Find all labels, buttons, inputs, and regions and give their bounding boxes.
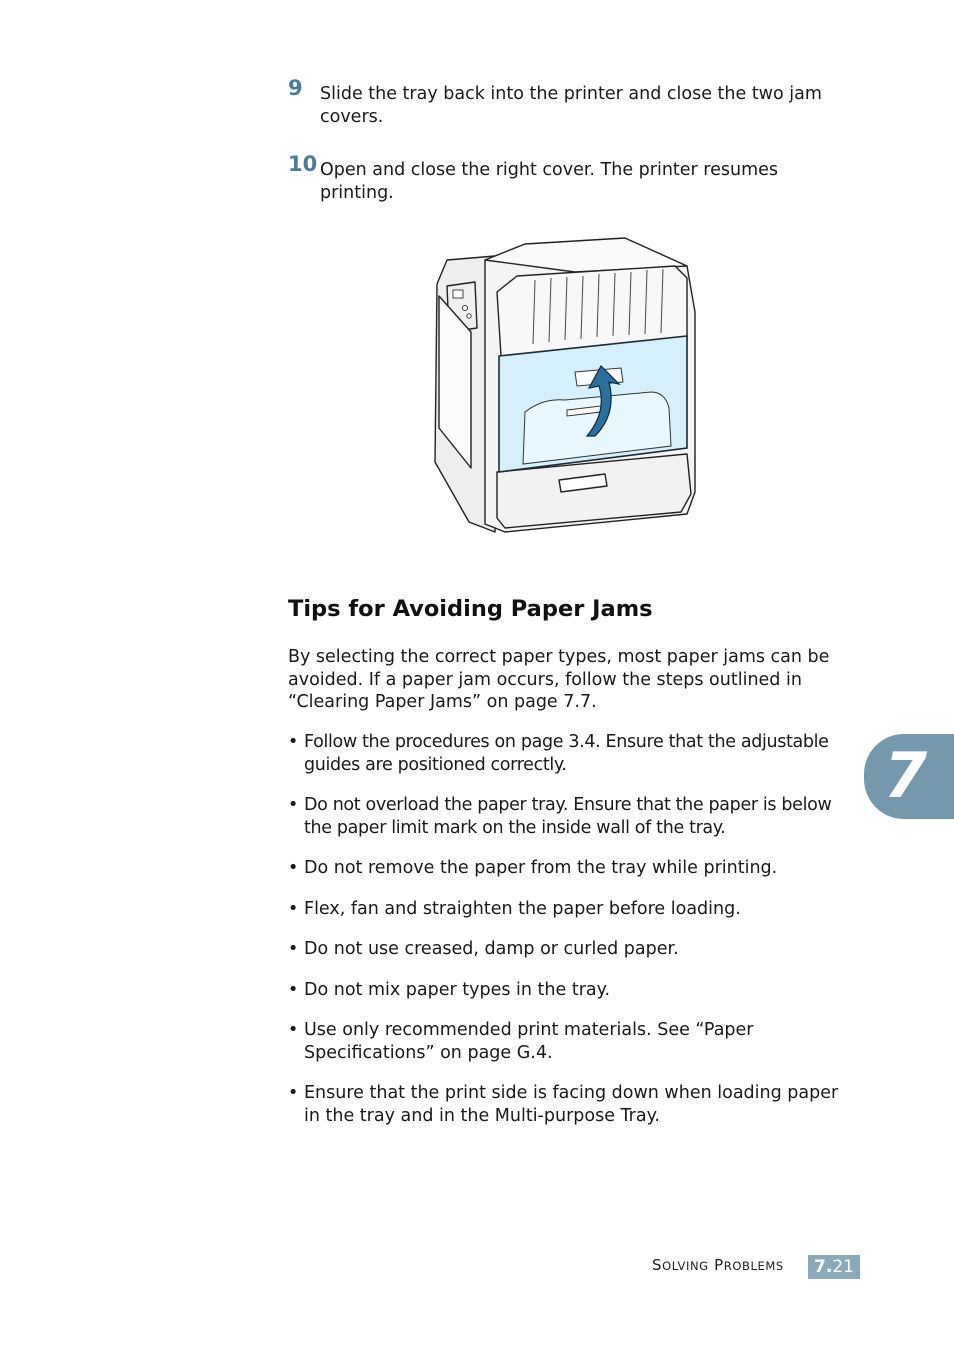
list-item bbox=[288, 979, 853, 1002]
section-intro: By selecting the correct paper types, most paper jams can be avoided. If a paper jam occurs, follow the steps outlined in “Clearing Paper Jams” on page 7.7. bbox=[288, 647, 830, 712]
step-number: 9 bbox=[288, 76, 303, 100]
page-number bbox=[808, 1255, 860, 1279]
bullet-symbol: • bbox=[288, 1020, 299, 1040]
chapter-tab bbox=[864, 734, 954, 819]
printer-illustration bbox=[425, 232, 705, 542]
list-item bbox=[288, 938, 853, 961]
page-index: 21 bbox=[832, 1257, 854, 1277]
tips-list bbox=[288, 731, 853, 1145]
bullet-symbol: • bbox=[288, 939, 299, 959]
list-item bbox=[288, 731, 853, 776]
step-text: Open and close the right cover. The printer resumes printing. bbox=[320, 160, 779, 203]
bullet-symbol: • bbox=[288, 795, 298, 815]
list-item-text: Ensure that the print side is facing down when loading paper in the tray and in the Multi-purpose Tray. bbox=[304, 1083, 839, 1126]
bullet-symbol: • bbox=[288, 732, 298, 752]
list-item-text: Follow the procedures on page 3.4. Ensure that the adjustable guides are positioned correctly. bbox=[304, 732, 829, 775]
bullet-symbol: • bbox=[288, 858, 299, 878]
list-item-text: Do not remove the paper from the tray while printing. bbox=[304, 858, 778, 878]
list-item-text: Do not use creased, damp or curled paper. bbox=[304, 939, 679, 959]
list-item bbox=[288, 857, 853, 880]
footer-title-rest: ROBLEMS bbox=[723, 1259, 784, 1273]
list-item bbox=[288, 898, 853, 921]
bullet-symbol: • bbox=[288, 979, 299, 1000]
page-chapter: 7. bbox=[814, 1257, 833, 1277]
list-item bbox=[288, 1019, 853, 1064]
footer-chapter-title bbox=[652, 1256, 784, 1274]
list-item bbox=[288, 794, 853, 839]
list-item bbox=[288, 1082, 853, 1127]
list-item-text: Do not mix paper types in the tray. bbox=[304, 979, 611, 1000]
list-item-text: Do not overload the paper tray. Ensure that the paper is below the paper limit mark on the inside wall of the tray. bbox=[304, 795, 832, 838]
chapter-number: 7 bbox=[884, 739, 928, 812]
step-text: Slide the tray back into the printer and close the two jam covers. bbox=[320, 84, 822, 127]
printer-cover-drawing bbox=[425, 232, 705, 542]
footer-title-initial: S bbox=[652, 1256, 663, 1274]
footer-title-rest: OLVING bbox=[662, 1259, 709, 1273]
list-item-text: Use only recommended print materials. See “Paper Specifications” on page G.4. bbox=[304, 1020, 754, 1063]
footer-title-initial: P bbox=[714, 1256, 724, 1274]
bullet-symbol: • bbox=[288, 1083, 299, 1103]
step-number: 10 bbox=[288, 152, 318, 176]
section-heading: Tips for Avoiding Paper Jams bbox=[288, 596, 653, 622]
bullet-symbol: • bbox=[288, 898, 299, 919]
list-item-text: Flex, fan and straighten the paper before loading. bbox=[304, 898, 741, 919]
